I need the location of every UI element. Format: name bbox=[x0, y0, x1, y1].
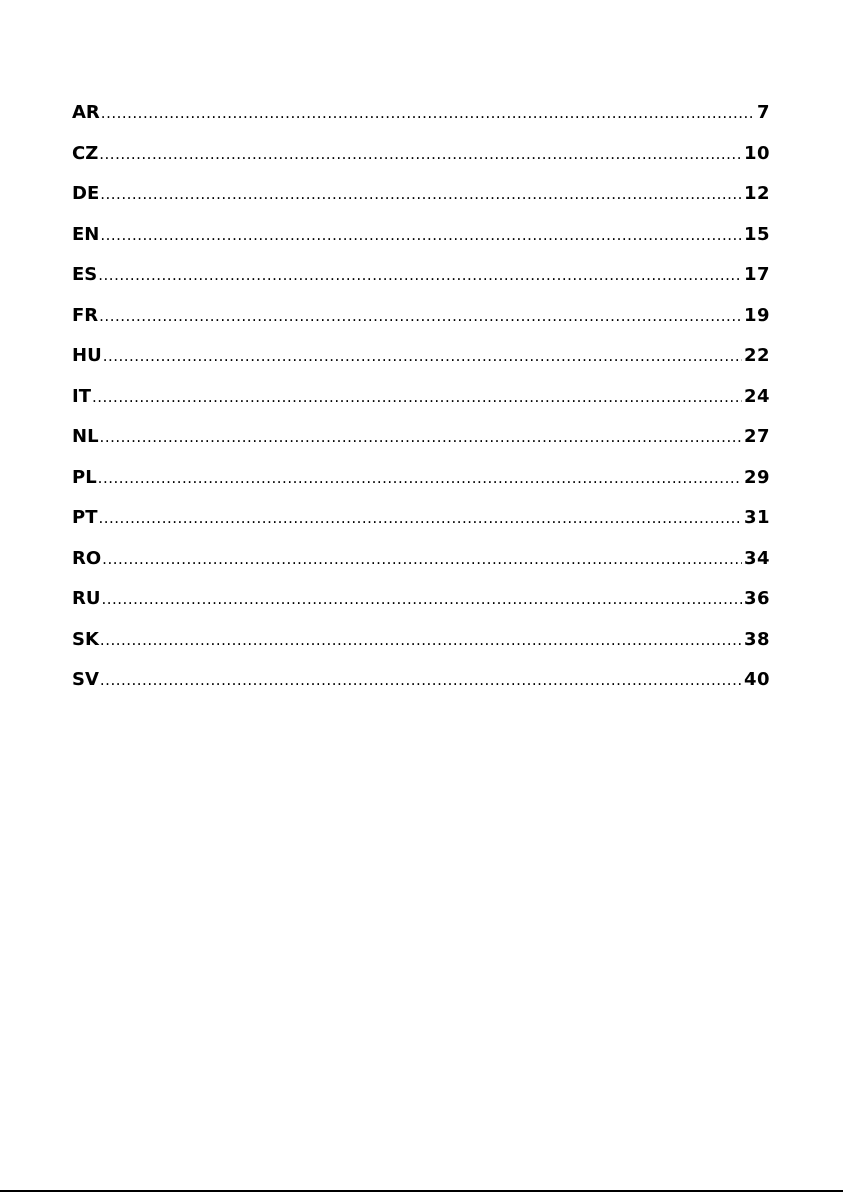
toc-entry-ro[interactable] bbox=[72, 546, 770, 587]
toc-entry-label: EN bbox=[72, 223, 100, 245]
toc-entry-page: 10 bbox=[743, 142, 770, 164]
toc-entry-page: 15 bbox=[743, 223, 770, 245]
toc-entry-label: HU bbox=[72, 345, 102, 366]
toc-entry-pt[interactable] bbox=[72, 505, 770, 546]
toc-entry-page: 34 bbox=[743, 547, 770, 569]
toc-entry-label: NL bbox=[72, 426, 99, 447]
dot-leader bbox=[100, 223, 742, 248]
toc-entry-sk[interactable] bbox=[72, 627, 770, 668]
toc-entry-pl[interactable] bbox=[72, 465, 770, 506]
toc-entry-label: FR bbox=[72, 304, 99, 326]
toc-entry-page: 19 bbox=[743, 304, 770, 326]
dot-leader bbox=[98, 263, 742, 288]
toc-entry-page: 24 bbox=[743, 385, 770, 407]
toc-entry-page: 40 bbox=[743, 669, 770, 690]
toc-entry-it[interactable] bbox=[72, 384, 770, 425]
toc-entry-page: 12 bbox=[743, 183, 770, 204]
dot-leader bbox=[98, 466, 742, 491]
toc-entry-page: 17 bbox=[743, 264, 770, 285]
toc-entry-label: PL bbox=[72, 466, 97, 488]
toc-entry-label: IT bbox=[72, 385, 91, 407]
toc-entry-label: SK bbox=[72, 628, 99, 650]
toc-entry-de[interactable] bbox=[72, 181, 770, 222]
dot-leader bbox=[103, 344, 742, 369]
dot-leader bbox=[100, 628, 742, 653]
toc-entry-label: AR bbox=[72, 102, 100, 123]
toc-entry-page: 22 bbox=[743, 345, 770, 366]
toc-entry-page: 29 bbox=[743, 466, 770, 488]
toc-entry-page: 27 bbox=[743, 426, 770, 447]
toc-entry-label: CZ bbox=[72, 142, 99, 164]
toc-entry-es[interactable] bbox=[72, 262, 770, 303]
dot-leader bbox=[98, 506, 741, 531]
dot-leader bbox=[102, 547, 742, 572]
toc-entry-page: 38 bbox=[743, 628, 770, 650]
dot-leader bbox=[101, 587, 741, 612]
toc-entry-cz[interactable] bbox=[72, 141, 770, 182]
toc-entry-label: SV bbox=[72, 669, 99, 690]
dot-leader bbox=[100, 182, 742, 207]
dot-leader bbox=[99, 142, 742, 167]
toc-entry-nl[interactable] bbox=[72, 424, 770, 465]
toc-entry-page: 36 bbox=[743, 588, 770, 609]
toc-entry-ar[interactable] bbox=[72, 100, 770, 141]
toc-entry-label: PT bbox=[72, 507, 98, 528]
toc-entry-fr[interactable] bbox=[72, 303, 770, 344]
dot-leader bbox=[100, 668, 742, 693]
toc-entry-en[interactable] bbox=[72, 222, 770, 263]
dot-leader bbox=[101, 101, 755, 126]
toc-entry-label: ES bbox=[72, 264, 98, 285]
toc-entry-ru[interactable] bbox=[72, 586, 770, 627]
toc-entry-label: RO bbox=[72, 547, 102, 569]
dot-leader bbox=[99, 304, 742, 329]
dot-leader bbox=[92, 385, 742, 410]
toc-entry-label: DE bbox=[72, 183, 100, 204]
toc-entry-hu[interactable] bbox=[72, 343, 770, 384]
toc-entry-sv[interactable] bbox=[72, 667, 770, 708]
toc-entry-label: RU bbox=[72, 588, 101, 609]
table-of-contents bbox=[72, 100, 770, 708]
toc-entry-page: 7 bbox=[756, 102, 770, 123]
toc-entry-page: 31 bbox=[743, 507, 770, 528]
dot-leader bbox=[100, 425, 742, 450]
